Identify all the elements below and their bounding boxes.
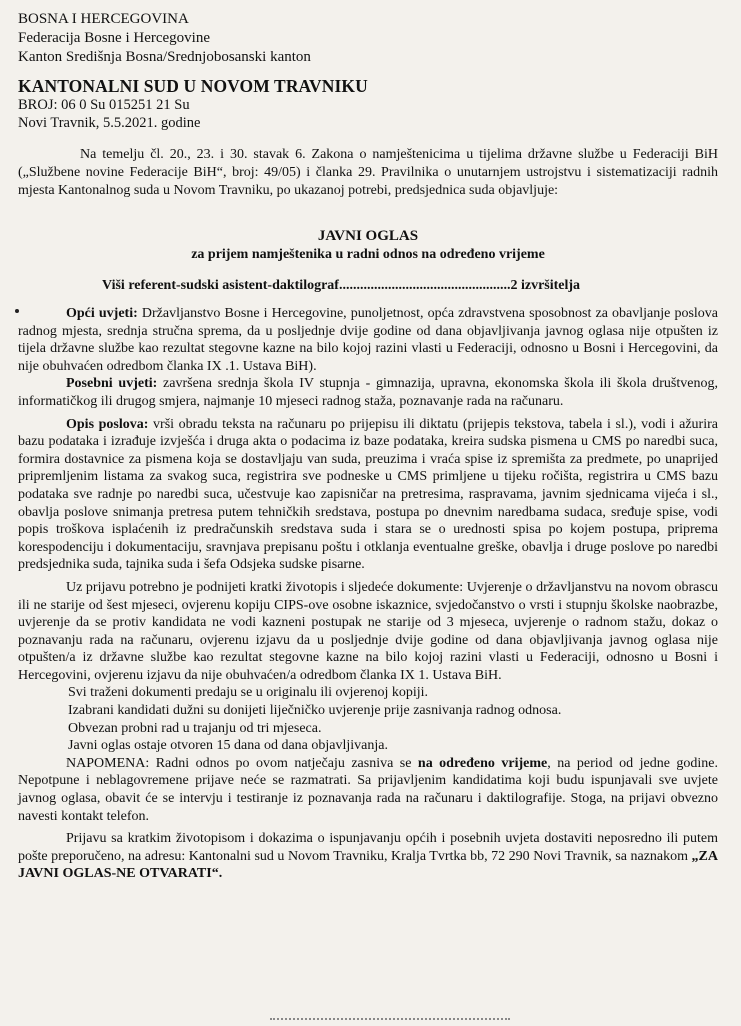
napomena-rest: , na period od jedne godine. Nepotpune i neblagovremene prijave neće se razmatrati. Sa prijavljenim kandidatima koji budu ispunjavali sve uvjete javnog oglasa, obavit će se intervju i testiranje iz poznavanja rada na računaru i daktilografije. Stoga, na prijavi obvezno navesti kontakt telefon. [18, 755, 718, 824]
job-description-lead: Opis poslova: [66, 416, 149, 432]
announcement-subtitle: za prijem namještenika u radni odnos na određeno vrijeme [191, 247, 545, 262]
position-line: Viši referent-sudski asistent-daktilograf.................................................2 izvršitelja [102, 278, 581, 293]
court-name: KANTONALNI SUD U NOVOM TRAVNIKU [18, 76, 368, 96]
note-open-period: Javni oglas ostaje otvoren 15 dana od dana objavljivanja. [68, 738, 388, 754]
note-probation: Obvezan probni rad u trajanju od tri mjeseca. [68, 720, 322, 736]
note-originals: Svi traženi dokumenti predaju se u originalu ili ovjerenoj kopiji. [68, 685, 429, 701]
general-conditions-text: Državljanstvo Bosne i Hercegovine, punoljetnost, opća zdravstvena sposobnost za obavljanje poslova radnog mjesta, srednja stručna sprema, da u posljednje dvije godine od dana objavljivanja javnog oglasa nije otpušten iz tijela državne službe kao rezultat stegovne kazne na bilo kojoj razini vlasti u Federaciji, odnosno u Bosni i Hercegovini, da nije obuhvaćen odredbom članka IX .1. Ustava BiH). [18, 306, 719, 374]
special-conditions-text: završena srednja škola IV stupnja - gimnazija, upravna, ekonomska škola ili škola društvenog, informatičkog ili drugog smjera, najmanje 10 mjeseci radnog staža, poznavanje rada na računaru. [18, 376, 718, 409]
note-medical: Izabrani kandidati dužni su donijeti liječničko uvjerenje prije zasnivanja radnog odnosa. [68, 703, 562, 719]
job-description-text: vrši obradu teksta na računaru po prijepisu ili diktatu (prijepis tekstova, tabela i sl.), vodi i ažurira bazu podataka i izrađuje izvješća i druga akta o podacima iz baze podataka, kreira sudska pismena u CMS po naredbi suca, formira dostavnice za pismena koja se dostavljaju van suda, preuzima i vraća spise iz spremišta za predmete, po unaprijed pripremljenim listama za svakog suca, registrira sve podneske u CMS primljene u tijeku ročišta, registrira u CMS bazu podataka sve radnje po naredbi suca, učestvuje kao zapisničar na pretresima, raspravama, javnim sjednicama vijeća i sl., obavlja poslove snimanja pretresa putem tehničkih sredstava, postupa po dnevnim naredbama sudaca, sređuje spise, vodi popis troškova isplaćenih iz predračunskih sredstava suda i stara se o urednosti spisa po kojem postupa, priprema korespodenciju i dokumentaciju, sravnjava prepisanu poštu i otklanja eventualne greške, obavlja i druge poslove po naredbi predsjednika suda, tajnika suda i šefa Odsjeka sudske pisarne. [18, 416, 718, 573]
general-conditions [18, 305, 718, 375]
required-documents: Uz prijavu potrebno je podnijeti kratki životopis i sljedeće dokumente: Uvjerenje o državljanstvu na novom obrascu ili ne starije od šest mjeseci, ovjerenu kopiju CIPS-ove osobne iskaznice, svjedočanstvo o vrsti i stupnju školske naobrazbe, uvjerenje da se protiv kandidata ne vodi kazneni postupak ne starije od 3 mjeseca, uvjerenje o radnom stažu, dokaz o poznavanju rada na računaru, ovjerenu izjavu da u posljednje dvije godine od dana objavljivanja javnog oglasa nije otpušten/a iz državne službe kao rezultat stegovne kazne na bilo kojoj razini vlasti u Federaciji, odnosno u Bosni i Hercegovini, ovjerenu izjavu da nije obuhvaćen/a odredbom članka IX 1. Ustava BiH. [18, 579, 718, 683]
general-conditions-lead: Opći uvjeti: [66, 306, 138, 321]
header-canton: Kanton Središnja Bosna/Srednjobosanski kanton [18, 49, 311, 65]
special-conditions-lead: Posebni uvjeti: [66, 376, 158, 392]
napomena-paragraph [18, 755, 718, 825]
job-description [18, 416, 718, 574]
intro-paragraph: Na temelju čl. 20., 23. i 30. stavak 6. Zakona o namještenicima u tijelima državne službe u Federaciji BiH („Službene novine Federacije BiH“, broj: 49/05) i članka 29. Pravilnika o unutarnjem ustrojstvu i sistematizaciji radnih mjesta Kantonalnog suda u Novom Travniku, po ukazanoj potrebi, predsjednica suda objavljuje: [18, 147, 718, 198]
header-federation: Federacija Bosne i Hercegovine [18, 30, 211, 46]
submission-paragraph [18, 830, 718, 883]
document-number: BROJ: 06 0 Su 015251 21 Su [18, 97, 190, 113]
napomena-bold: na određeno vrijeme [417, 755, 548, 771]
submission-label: „ZA JAVNI OGLAS-NE OTVARATI“. [18, 848, 718, 882]
document-date: Novi Travnik, 5.5.2021. godine [18, 115, 201, 131]
cut-off-text-mark [270, 1018, 510, 1026]
document-page [18, 10, 718, 883]
special-conditions [18, 375, 718, 410]
napomena-lead: NAPOMENA: Radni odnos po ovom natječaju zasniva se [66, 755, 418, 771]
header-country: BOSNA I HERCEGOVINA [18, 11, 189, 27]
submission-text: Prijavu sa kratkim životopisom i dokazima o ispunjavanju općih i posebnih uvjeta dostaviti neposredno ili putem pošte preporučeno, na adresu: Kantonalni sud u Novom Travniku, Kralja Tvrtka bb, 72 290 Novi Travnik, sa naznakom [18, 831, 718, 864]
announcement-title: JAVNI OGLAS [317, 228, 419, 244]
